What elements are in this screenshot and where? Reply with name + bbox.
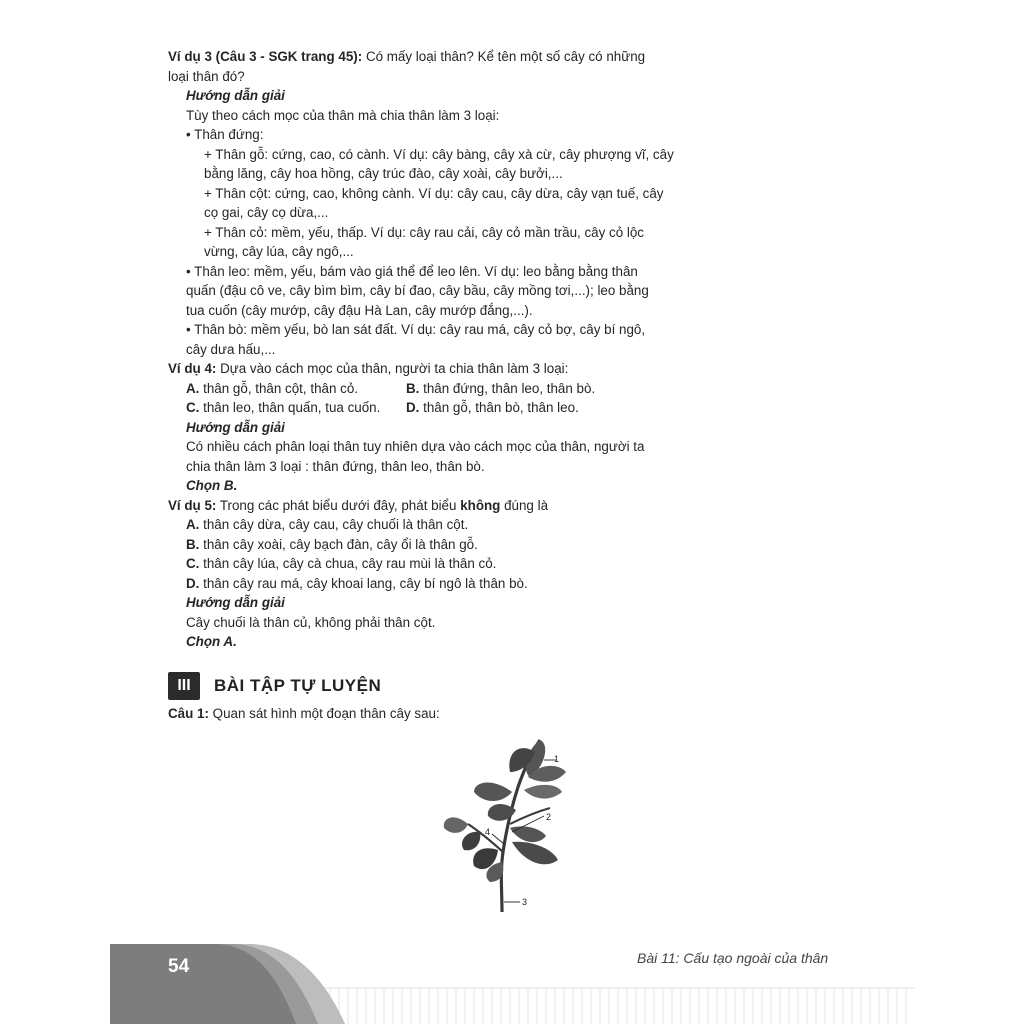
question-1-title: Câu 1: [168,705,209,721]
example-3-title: Ví dụ 3 (Câu 3 - SGK trang 45): [168,49,363,64]
example-4-question: Dựa vào cách mọc của thân, người ta chia thân làm 3 loại: [220,361,569,376]
answer: Chọn B. [186,478,238,493]
bullet-item: • Thân bò: mềm yếu, bò lan sát đất. Ví dụ: cây rau má, cây cỏ bợ, cây bí ngô, [186,322,646,337]
example-5-title: Ví dụ 5: [168,497,217,513]
section-number: III [168,672,200,700]
text-line: vừng, cây lúa, cây ngô,... [204,244,354,259]
text-line: cây dưa hấu,... [186,341,276,357]
option-a-key: A. [186,380,200,396]
text-line: chia thân làm 3 loại : thân đứng, thân leo, thân bò. [186,458,485,474]
option-c: thân leo, thân quấn, tua cuốn. [203,400,381,415]
option-d: thân gỗ, thân bò, thân leo. [423,400,579,415]
page-content [168,47,688,723]
text-line: Cây chuối là thân củ, không phải thân cột. [186,614,436,630]
figure-label-1: 1 [554,754,560,764]
option-b: thân đứng, thân leo, thân bò. [423,380,596,396]
text-line: + Thân cột: cứng, cao, không cành. Ví dụ: cây cau, cây dừa, cây vạn tuế, cây [204,185,664,201]
lesson-title: Bài 11: Cấu tạo ngoài của thân [637,950,829,966]
option-b-key: B. [186,536,200,552]
figure-label-2: 2 [546,812,552,822]
text-line: Tùy theo cách mọc của thân mà chia thân làm 3 loại: [186,107,500,123]
option-a-key: A. [186,517,200,532]
section-title: BÀI TẬP TỰ LUYỆN [214,675,382,695]
text-line: bằng lăng, cây hoa hồng, cây trúc đào, cây xoài, cây bưởi,... [204,166,563,181]
bullet-item: • Thân đứng: [186,127,264,142]
text-line: tua cuốn (cây mướp, cây đậu Hà Lan, cây mướp đắng,...). [186,302,533,318]
emphasis-word: không [460,497,501,513]
bullet-item: • Thân leo: mềm, yếu, bám vào giá thể để leo lên. Ví dụ: leo bằng bằng thân [186,263,638,279]
section-heading [168,672,688,700]
answer: Chọn A. [186,634,237,649]
option-d-key: D. [186,575,200,591]
text-line: + Thân cỏ: mềm, yếu, thấp. Ví dụ: cây rau cải, cây cỏ mần trầu, cây cỏ lộc [204,224,644,240]
guide-heading: Hướng dẫn giải [186,419,285,435]
options-row [168,398,688,418]
text-line: Có nhiều cách phân loại thân tuy nhiên dựa vào cách mọc của thân, người ta [186,439,645,454]
guide-heading: Hướng dẫn giải [186,595,285,610]
plant-stem-figure [440,732,580,917]
text-line: quấn (đậu cô ve, cây bìm bìm, cây bí đao, cây bầu, cây mồng tơi,...); leo bằng [186,283,649,298]
text-line: + Thân gỗ: cứng, cao, có cành. Ví dụ: cây bàng, cây xà cừ, cây phượng vĩ, cây [204,146,674,162]
figure-label-4: 4 [485,827,491,837]
question-1-text: Quan sát hình một đoạn thân cây sau: [212,705,440,721]
option-c-key: C. [186,400,200,415]
option-c: thân cây lúa, cây cà chua, cây rau mùi là thân cỏ. [203,556,497,571]
example-3-question-cont: loại thân đó? [168,68,245,84]
example-5-question-end: đúng là [504,497,549,513]
option-a: thân gỗ, thân cột, thân cỏ. [203,380,358,396]
options-row [168,379,688,399]
figure-label-3: 3 [522,897,528,907]
option-c-key: C. [186,556,200,571]
example-5-question: Trong các phát biểu dưới đây, phát biểu [219,497,457,513]
example-3-question: Có mấy loại thân? Kể tên một số cây có những [365,49,646,64]
option-b: thân cây xoài, cây bạch đàn, cây ổi là thân gỗ. [203,536,478,552]
option-d: thân cây rau má, cây khoai lang, cây bí ngô là thân bò. [203,575,528,591]
option-b-key: B. [406,380,420,396]
example-4-title: Ví dụ 4: [168,361,217,376]
plant-illustration [444,740,566,912]
option-d-key: D. [406,400,420,415]
text-line: cọ gai, cây cọ dừa,... [204,205,329,220]
page-number: 54 [168,956,190,977]
option-a: thân cây dừa, cây cau, cây chuối là thân cột. [203,517,469,532]
guide-heading: Hướng dẫn giải [186,88,285,103]
